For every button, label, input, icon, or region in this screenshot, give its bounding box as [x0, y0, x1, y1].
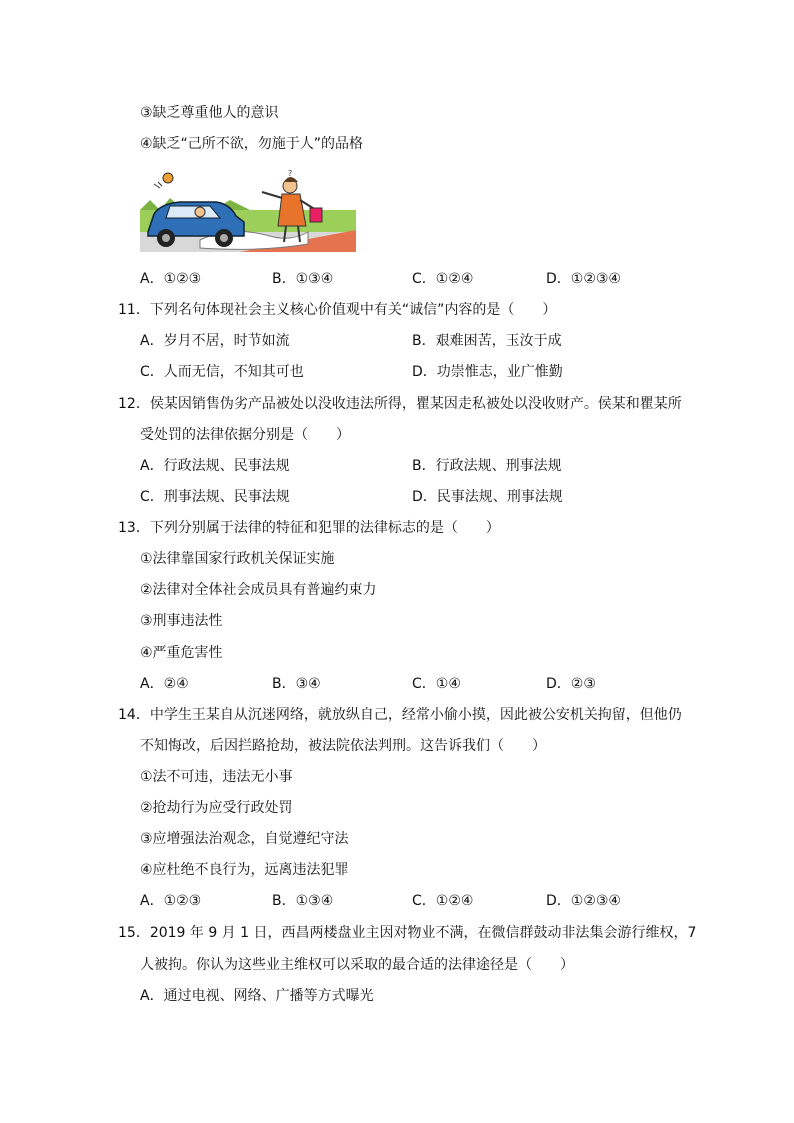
- q11-option-a: A．岁月不居，时节如流: [140, 333, 290, 349]
- car-splash-illustration: [140, 170, 356, 252]
- q13-item-2: ②法律对全体社会成员具有普遍约束力: [140, 582, 377, 598]
- q13-option-a: A．②④: [140, 676, 189, 692]
- q14-option-b: B．①③④: [272, 893, 334, 909]
- q15-option-a: A．通过电视、网络、广播等方式曝光: [140, 988, 374, 1004]
- q14-item-4: ④应杜绝不良行为，远离违法犯罪: [140, 862, 349, 878]
- q13-item-3: ③刑事违法性: [140, 613, 223, 629]
- q10-item-4: ④缺乏“己所不欲，勿施于人”的品格: [140, 136, 364, 152]
- q10-item-3: ③缺乏尊重他人的意识: [140, 105, 279, 121]
- q11-option-d: D．功崇惟志，业广惟勤: [412, 364, 563, 380]
- q14-option-c: C．①②④: [412, 893, 474, 909]
- q12-stem-line2: 受处罚的法律依据分别是（ ）: [140, 427, 350, 443]
- q11-option-b: B．艰难困苦，玉汝于成: [412, 333, 562, 349]
- q14-item-2: ②抢劫行为应受行政处罚: [140, 800, 293, 816]
- q13-item-1: ①法律靠国家行政机关保证实施: [140, 551, 335, 567]
- q10-option-b: B．①③④: [272, 271, 334, 287]
- q13-option-d: D．②③: [546, 676, 596, 692]
- q13-item-4: ④严重危害性: [140, 645, 223, 661]
- q14-option-d: D．①②③④: [546, 893, 621, 909]
- q14-stem-line1: 14．中学生王某自从沉迷网络，就放纵自己，经常小偷小摸，因此被公安机关拘留，但他仍: [118, 707, 682, 723]
- svg-text:?: ?: [288, 170, 293, 178]
- q10-option-c: C．①②④: [412, 271, 474, 287]
- q14-stem-line2: 不知悔改，后因拦路抢劫，被法院依法判刑。这告诉我们（ ）: [140, 738, 546, 754]
- q11-option-c: C．人而无信，不知其可也: [140, 364, 304, 380]
- q10-option-a: A．①②③: [140, 271, 202, 287]
- q12-option-b: B．行政法规、刑事法规: [412, 458, 562, 474]
- q12-option-d: D．民事法规、刑事法规: [412, 489, 563, 505]
- q12-option-a: A．行政法规、民事法规: [140, 458, 290, 474]
- q13-option-c: C．①④: [412, 676, 461, 692]
- q13-option-b: B．③④: [272, 676, 321, 692]
- q10-option-d: D．①②③④: [546, 271, 621, 287]
- q15-stem-line2: 人被拘。你认为这些业主维权可以采取的最合适的法律途径是（ ）: [140, 957, 574, 973]
- q13-stem: 13．下列分别属于法律的特征和犯罪的法律标志的是（ ）: [118, 520, 500, 536]
- q12-stem-line1: 12．侯某因销售伪劣产品被处以没收违法所得，瞿某因走私被处以没收财产。侯某和瞿某所: [118, 396, 682, 412]
- q12-option-c: C．刑事法规、民事法规: [140, 489, 290, 505]
- q14-option-a: A．①②③: [140, 893, 202, 909]
- q15-stem-line1: 15．2019 年 9 月 1 日，西昌两楼盘业主因对物业不满，在微信群鼓动非法集会游行维权，7: [118, 925, 697, 941]
- q11-stem: 11．下列名句体现社会主义核心价值观中有关“诚信”内容的是（ ）: [118, 302, 557, 318]
- q14-item-1: ①法不可违，违法无小事: [140, 769, 293, 785]
- q14-item-3: ③应增强法治观念，自觉遵纪守法: [140, 831, 349, 847]
